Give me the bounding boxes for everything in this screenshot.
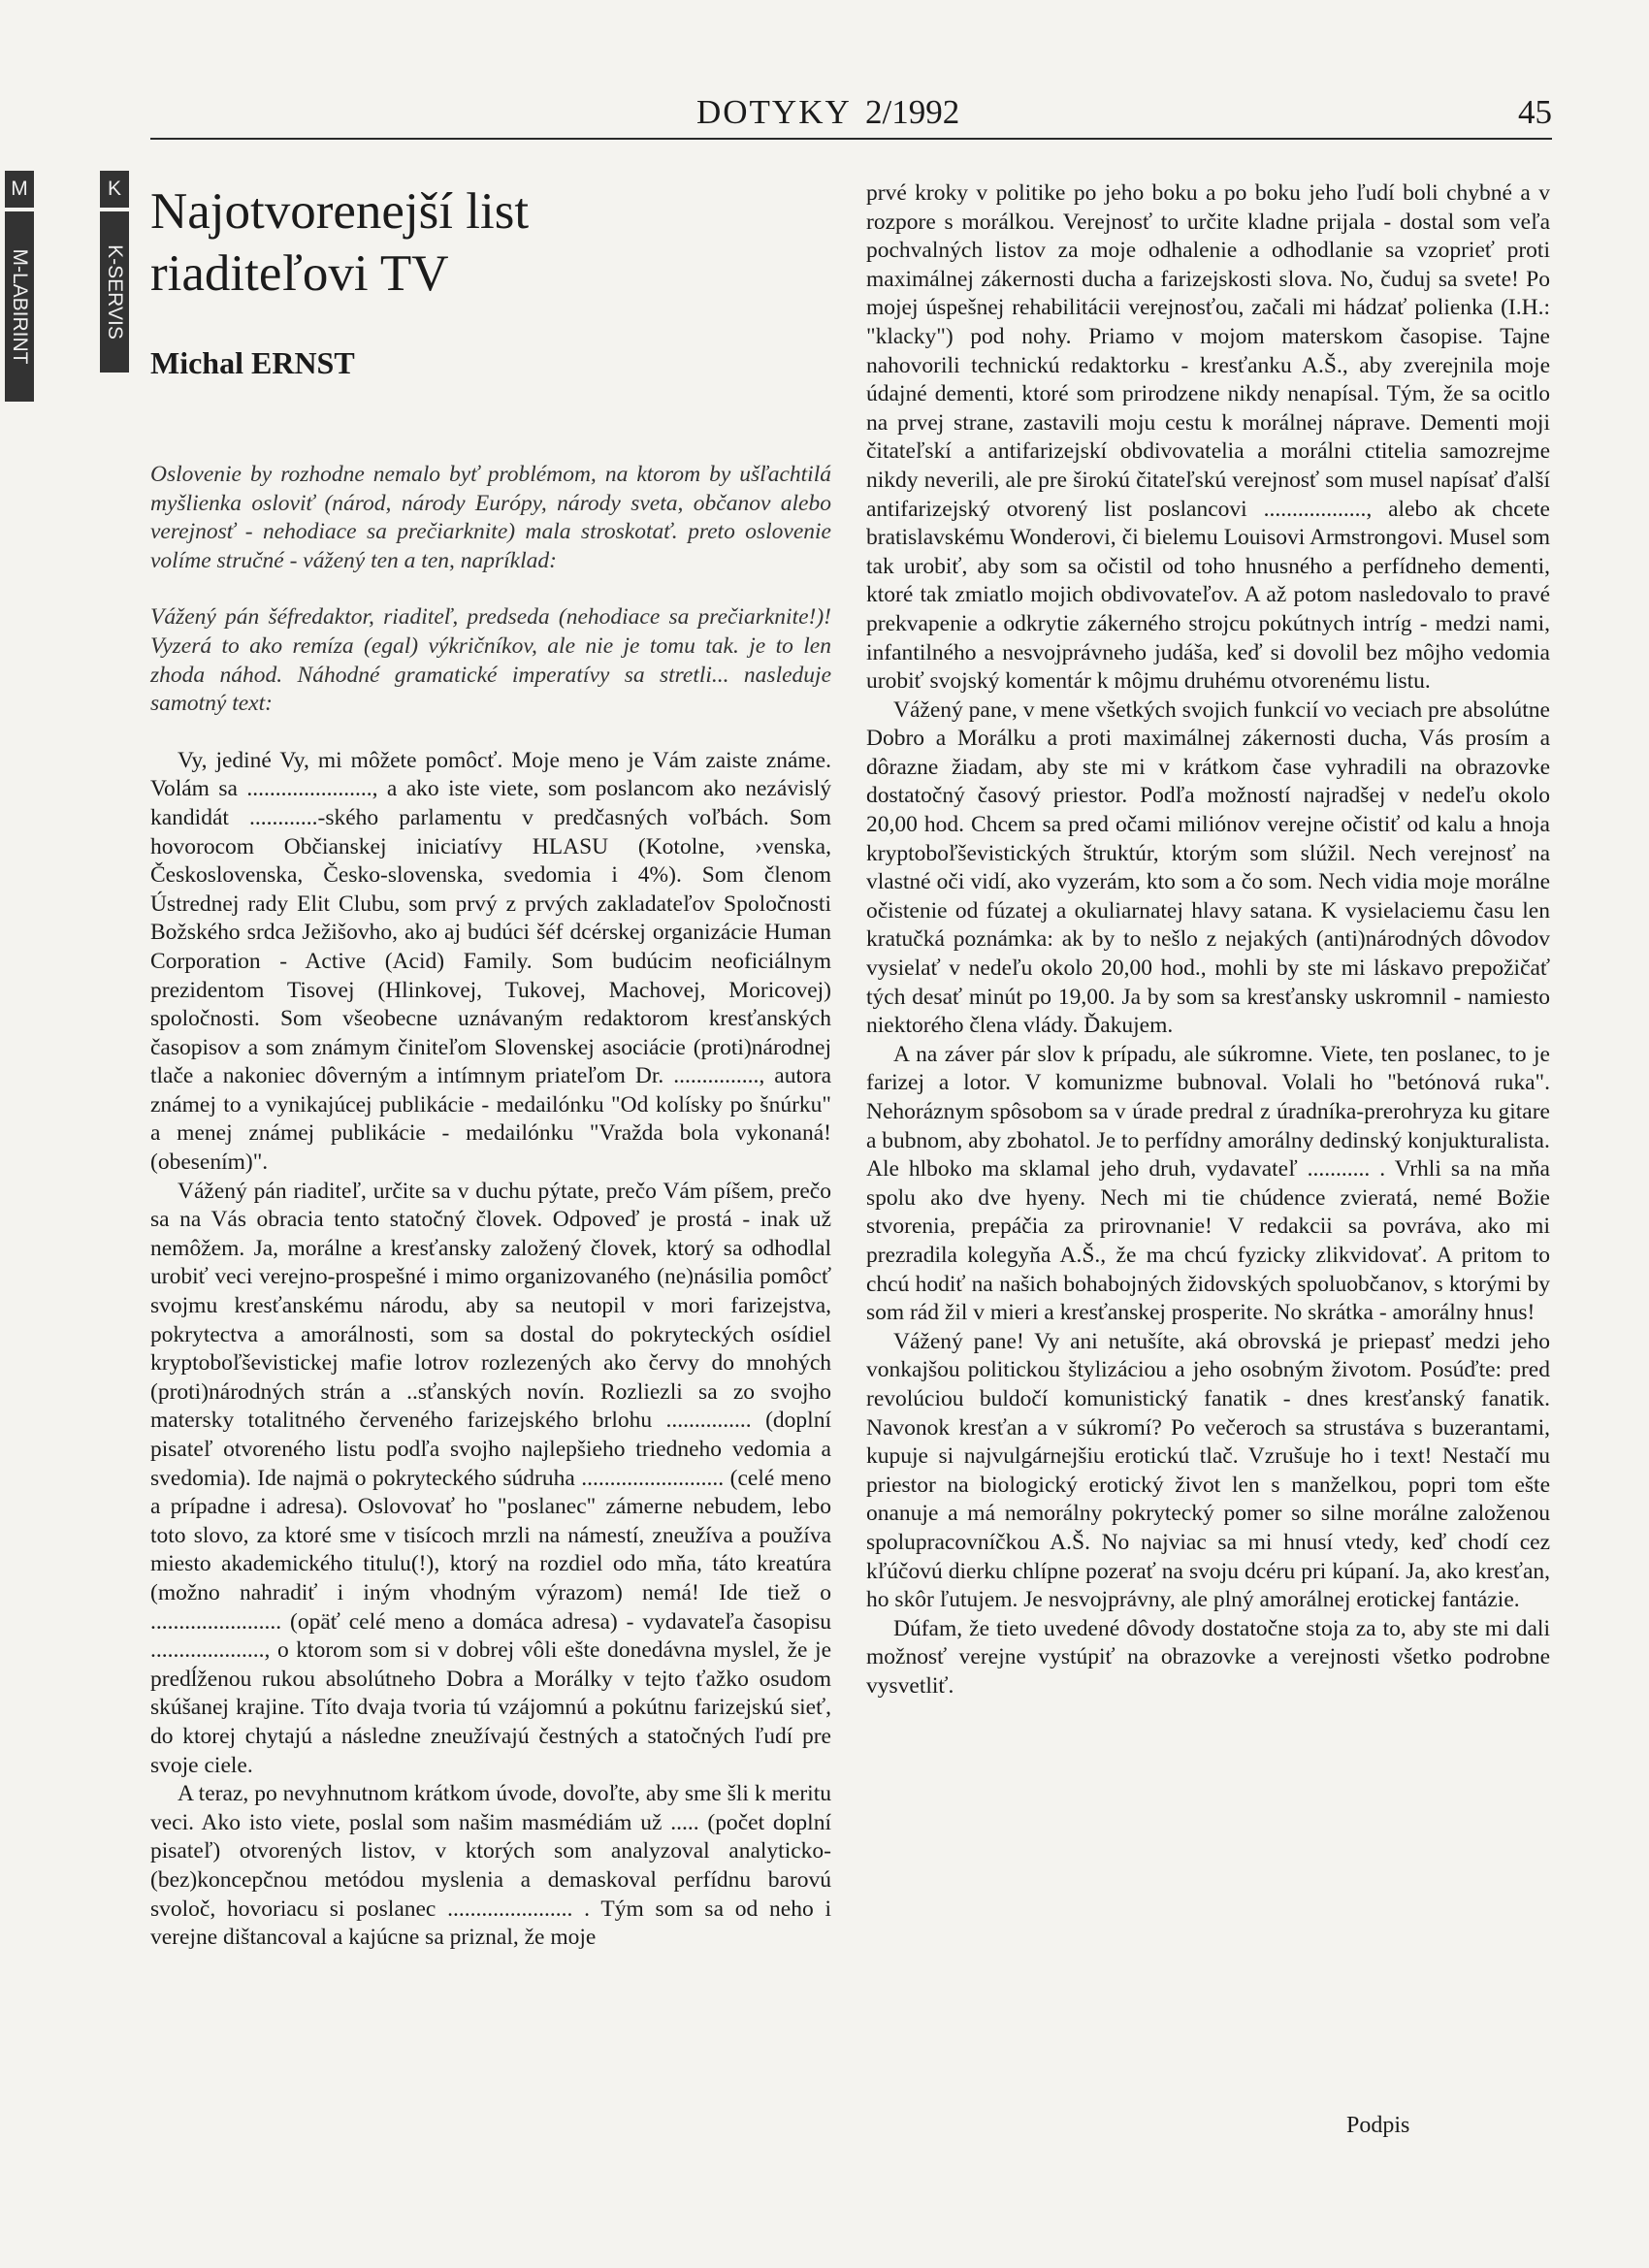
section-tab-k-servis: [100, 211, 129, 373]
article-title: Najotvorenejší list riaditeľovi TV: [150, 183, 530, 302]
body-paragraph: A na záver pár slov k prípadu, ale súkromne. Viete, ten poslanec, to je farizej a lotor. V komunizme bubnoval. Volali ho "betónová ruka". Nehoráznym spôsobom sa v úrade predral z úradníka-prerohryza ku gitare a bubnom, aby zbohatol. Je to perfídny amorálny dedinský konjukturalista.: [866, 1041, 1550, 1153]
body-paragraph: A teraz, po nevyhnutnom krátkom úvode, dovoľte, aby sme šli k meritu veci. Ako isto viete, poslal som našim masmédiám už ..... (počet doplní pisateľ) otvorených listov, v ktorých som analyzoval analyticko-(bez)koncepčnou metódou myslenia a demaskoval perfídnu barovú svoloč, hovoriacu si poslanec ...................... . Tým som sa od neho i verejne dištancoval a kajúcne sa priznal, že moje: [150, 1781, 831, 1951]
left-column: [150, 461, 831, 1953]
section-tab-m-labirint: [5, 211, 34, 402]
page-header: [150, 93, 1552, 140]
section-tab-m-labirint-label: M-LABIRINT: [9, 248, 31, 365]
intro-paragraph: Vážený pán šéfredaktor, riaditeľ, predseda (nehodiace sa prečiarknite!)! Vyzerá to ako remíza (egal) výkričníkov, ale nie je tomu tak. je to len zhoda náhod. Náhodné gramatické imperatívy sa stretli... nasleduje samotný text:: [150, 604, 831, 717]
section-tab-m: [5, 171, 34, 208]
section-tab-m-label: M: [11, 178, 28, 200]
body-paragraph: Vy, jediné Vy, mi môžete pomôcť. Moje meno je Vám zaiste známe. Volám sa ......................, a ako iste viete, som poslancom ako nezávislý kandidát ............-ského parlamentu v predčasných voľbách. Som hovorocom Občianskej iniciatívy HLASU (Kotolne, ›venska, Československa, Česko-slovenska, svedomia i 4%). Som členom Ústrednej rady Elit Clubu, som prvý z prvých zakladateľov Spoločnosti Božského srdca Ježišovho, ako aj budúci šéf dcérskej organizácie Human Corporation - Active (Acid) Family. Som budúcim neoficiálnym prezidentom Tisovej (Hlinkovej, Tukovej, Machovej, Moricovej) spoločnosti. Som všeobecne uznávaným redaktorom kresťanských časopisov a som známym činiteľom Slovenskej asociácie (proti)národnej tlače a nakoniec dôverným a intímnym priateľom Dr. ..............., autora známej to a vynikajúcej publikácie - medailónku "Od kolísky po šnúrku" a menej známej publikácie - medailónku "Vražda bola vykonaná! (obesením)".: [150, 747, 831, 1176]
issue-number: 2/1992: [865, 93, 960, 131]
body-paragraph: Vážený pane! Vy ani netušíte, aká obrovská je priepasť medzi jeho vonkajšou politickou štylizáciou a jeho osobným životom. Posúďte: pred revolúciou buldočí komunistický fanatik - dnes kresťanský fanatik. Navonok kresťan a v súkromí? Po večeroch sa strustáva s buzerantami, kupuje si najvulgárnejšiu erotickú tlač. Vzrušuje ho i text! Nestačí mu priestor na biologický erotický život len s manželkou, popri tom ešte onanuje a má nemorálny pokrytecký pomer so silne morálne založenou spolupracovníčkou A.Š. No najviac sa mi hnusí vtedy, keď chodí cez kľúčovú dierku chlípne pozerať na svoju dcéru pri kúpaní. Ja, ako kresťan, ho skôr ľutujem. Je nesvojprávny, ale plný amorálnej erotickej fantázie.: [866, 1328, 1550, 1613]
section-tab-k-servis-label: K-SERVIS: [104, 244, 126, 340]
right-column: [866, 179, 1550, 1701]
body-paragraph: Ale hlboko ma sklamal jeho druh, vydavateľ ........... . Vrhli sa na mňa spolu ako dve hyeny. Nech mi tie chúdence zvieratá, nemé Božie stvorenia, prepáčia za prirovnanie! V redakcii sa povráva, ako mi prezradila kolegyňa A.Š., že ma chcú fyzicky zlikvidovať. A pritom to chcú hodiť na našich bohabojných židovských spoluobčanov, s ktorými by som rád žil v mieri a kresťanskej prosperite. No skrátka - amorálny hnus!: [866, 1156, 1550, 1326]
section-tab-k: [100, 171, 129, 208]
body-paragraph: prvé kroky v politike po jeho boku a po boku jeho ľudí boli chybné a v rozpore s morálkou. Verejnosť to určite kladne prijala - dostal som veľa pochvalných listov za moje odhalenie a odhodlanie sa vzoprieť proti maximálnej zákernosti ducha a farizejskosti slova. No, čuduj sa svete! Po mojej úspešnej rehabilitácii verejnosťou, začali mi hádzať polienka (I.H.: "klacky") pod nohy. Priamo v mojom materskom časopise. Tajne nahovorili technickú redaktorku - kresťanku A.Š., aby zverejnila moje údajné dementi, ktoré som prirodzene nikdy nenapísal. Tým, že sa ocitlo na prvej strane, zastavili moju cestu k morálnej náprave. Dementi moji čitateľskí a antifarizejskí obdivovatelia a morálni ctitelia samozrejme nikdy neverili, ale pre širokú čitateľskú verejnosť som musel napísať ďalší antifarizejský otvorený list poslancovi .................., alebo ak chcete bratislavskému Wonderovi, či bielemu Louisovi Armstrongovi. Musel som tak urobiť, aby som sa očistil od toho hnusného a perfídneho dementi, ktoré tak zmiatlo mojich obdivovateľov. A až potom nasledovalo to pravé prekvapenie a odkrytie zákerného strojcu pokútnych intríg - medzi nami, infantilného a nesvojprávneho judáša, keď si dovolil bez môjho vedomia urobiť svojský komentár k môjmu druhému otvorenému listu.: [866, 180, 1550, 695]
intro-paragraph: Oslovenie by rozhodne nemalo byť problémom, na ktorom by ušľachtilá myšlienka osloviť (národ, národy Európy, národy sveta, občanov alebo verejnosť - nehodiace sa prečiarknite) mala stroskotať. preto oslovenie volíme stručné - vážený ten a ten, napríklad:: [150, 462, 831, 573]
body-paragraph: Vážený pane, v mene všetkých svojich funkcií vo veciach pre absolútne Dobro a Morálku a proti maximálnej zákernosti ducha, Vás prosím a dôrazne žiadam, aby ste mi v krátkom čase vyhradili na obrazovke dostatočný časový priestor. Podľa možností najradšej v nedeľu okolo 20,00 hod. Chcem sa pred očami miliónov verejne očistiť od kalu a hnoja kryptoboľševistických štruktúr, ktorým som slúžil. Nech verejnosť na vlastné oči vidí, ako vyzerám, kto som a čo som. Nech vidia moje morálne očistenie od fúzatej a okuliarnatej hlavy satana. K vysielaciemu času len kratučká poznámka: ak by to nešlo z nejakých (anti)národných dôvodov vysielať v nedeľu okolo 20,00 hod., mohli by ste mi láskavo prepožičať tých desať minút po 19,00. Ja by som sa kresťansky uskromnil - namiesto niektorého člena vlády. Ďakujem.: [866, 697, 1550, 1039]
journal-name: DOTYKY: [696, 93, 852, 131]
body-paragraph: Vážený pán riaditeľ, určite sa v duchu pýtate, prečo Vám píšem, prečo sa na Vás obracia tento statočný človek. Odpoveď je prostá - inak už nemôžem. Ja, morálne a kresťansky založený človek, ktorý sa odhodlal urobiť veci verejno-prospešné i mimo organizovaného (ne)násilia pomôcť svojmu kresťanskému národu, aby sa neutopil v mori farizejstva, pokrytectva a amorálnosti, som sa dostal do pokryteckých osídiel kryptoboľševistickej mafie lotrov rozlezených ako červy do mnohých (proti)národných strán a ..sťanských novín. Rozliezli sa zo svojho matersky totalitného červeného farizejského brlohu ............... (doplní pisateľ otvoreného listu podľa svojho najlepšieho triedneho vedomia a svedomia). Ide najmä o pokryteckého súdruha ......................... (celé meno a prípadne i adresa). Oslovovať ho "poslanec" zámerne nebudem, lebo toto slovo, za ktoré sme v tisícoch mrzli na námestí, zneužíva a používa miesto akademického titulu(!), ktorý na rozdiel odo mňa, táto kreatúra (možno nahradiť i iným vhodným výrazom) nemá! Ide tiež o ....................... (opäť celé meno a domáca adresa) - vydavateľa časopisu ...................., o ktorom som si v dobrej vôli ešte donedávna myslel, že je predĺženou rukou absolútneho Dobra a Morálky v tejto ťažko osudom skúšanej krajine. Títo dvaja tvoria tú vzájomnú a pokútnu farizejskú sieť, do ktorej chytajú a následne zneužívajú čestných a statočných ľudí pre svoje ciele.: [150, 1178, 831, 1778]
page-number: 45: [1518, 93, 1552, 131]
signature: Podpis: [1346, 2113, 1410, 2138]
body-paragraph: Dúfam, že tieto uvedené dôvody dostatočne stoja za to, aby ste mi dali možnosť verejne vystúpiť na obrazovke a verejnosti všetko podrobne vysvetliť.: [866, 1615, 1550, 1699]
article-author: Michal ERNST: [150, 345, 355, 380]
section-tab-k-label: K: [107, 178, 121, 200]
